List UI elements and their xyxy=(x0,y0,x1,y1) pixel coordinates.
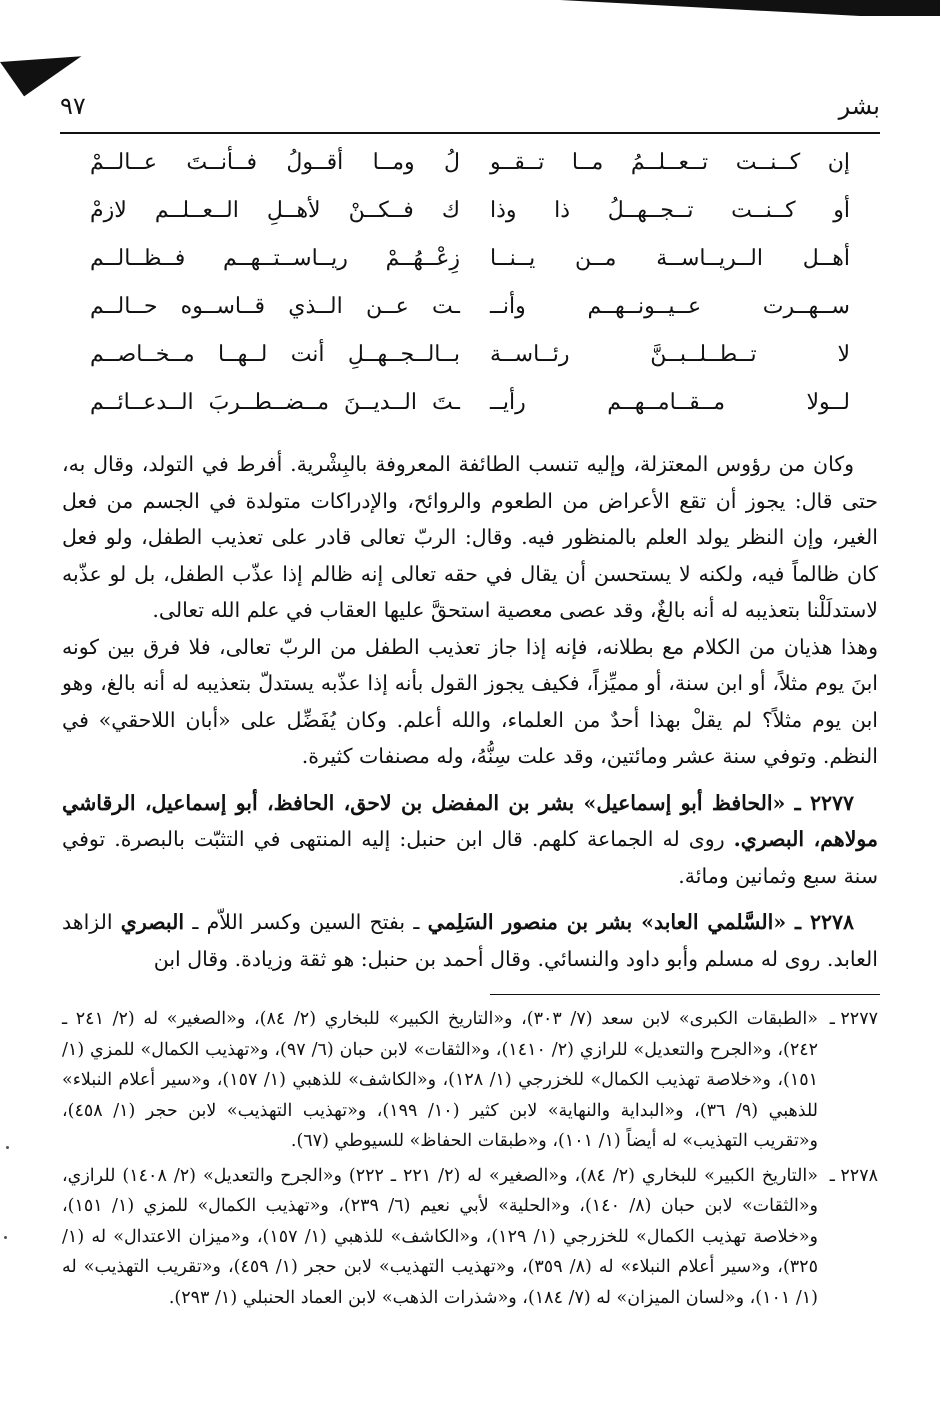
hemistich-second: ـت عــن الــذي قــاســوه حــالــم xyxy=(90,294,460,319)
body-text xyxy=(62,446,878,977)
footnote-number: ٢٢٧٨ ـ xyxy=(829,1165,878,1186)
footnote-text: «التاريخ الكبير» للبخاري (٢/ ٨٤)، و«الصغير» له (٢/ ٢٢١ ـ ٢٢٢) و«الجرح والتعديل» (٢/ ١٤٠٨) للرازي، و«الثقات» لابن حبان (٨/ ١٤٠)، و«الحلية» لأبي نعيم (٦/ ٢٣٩)، و«تهذيب الكمال» للمزي (١/ ١٥١)، و«خلاصة تهذيب الكمال» للخزرجي (١/ ١٢٩)، و«الكاشف» للذهبي (١/ ١٥٧)، و«ميزان الاعتدال» له (١/ ٣٢٥)، و«سير أعلام النبلاء» له (٨/ ٣٥٩)، و«تهذيب التهذيب» لابن حجر (١/ ٤٥٩)، و«تقريب التهذيب» له (١/ ١٠١)، و«لسان الميزان» له (٧/ ١٨٤)، و«شذرات الذهب» لابن العماد الحنبلي (١/ ٢٩٣). xyxy=(62,1165,818,1308)
hemistich-second: بــالــجــهــلِ أنت لــهــا مــخــاصــم xyxy=(90,342,460,367)
header-rule xyxy=(60,132,880,134)
hemistich-first: لا تــطــلــبــنَّ رئــاســة xyxy=(490,342,850,367)
verse xyxy=(90,198,850,246)
paragraph: وهذا هذيان من الكلام مع بطلانه، فإنه إذا جاز تعذيب الطفل من الربّ تعالى، فلا فرق بين كونه ابنَ يوم مثلاً، أو ابن سنة، أو مميِّزاً، فكيف يجوز القول بأنه إذا عذّبه يستدلّ بتعذيبه له أنه بالغ، وهو ابن يوم مثلاً؟ لم يقلْ بهذا أحدٌ من العلماء، والله أعلم. وكان يُفَضِّل على «أبان اللاحقي» في النظم. وتوفي سنة عشر ومائتين، وقد علت سِنُّهُ، وله مصنفات كثيرة. xyxy=(62,634,878,768)
scan-corner-mark xyxy=(0,22,81,97)
entry-text: الزاهد العابد. روى له مسلم وأبو داود والنسائي. وقال أحمد بن حنبل: هو ثقة وزيادة. وقال ابن xyxy=(62,910,878,971)
page-header xyxy=(60,92,880,128)
entry-heading: ٢٢٧٧ ـ «الحافظ أبو إسماعيل» بشر بن المفضل بن لاحق، الحافظ، أبو إسماعيل، الرقاشي مولاهم، البصري. xyxy=(62,790,878,851)
hemistich-second: ك فــكــنْ لأهــلِ الــعــلــم لازمْ xyxy=(90,198,460,223)
verse xyxy=(90,246,850,294)
hemistich-first: لــولا مــقــامــهــم رأيــ xyxy=(490,390,850,415)
footnote-rule xyxy=(490,994,880,995)
entry-text: روى له الجماعة كلهم. قال ابن حنبل: إليه المنتهى في التثبّت بالبصرة. توفي سنة سبع وثمانين ومائة. xyxy=(62,827,878,888)
entry-heading-nisba: البصري xyxy=(120,910,185,934)
footnote xyxy=(62,1161,878,1314)
footnotes xyxy=(62,1004,878,1317)
page-number: ٩٧ xyxy=(60,92,86,120)
footnote-number: ٢٢٧٧ ـ xyxy=(829,1009,878,1029)
verse xyxy=(90,390,850,438)
entry-text: ـ بفتح السين وكسر اللاّم ـ xyxy=(184,910,428,934)
entry-2278 xyxy=(62,904,878,977)
hemistich-first: ســهــرت عــيــونــهــم وأنــ xyxy=(490,294,850,319)
hemistich-first: أو كــنــت تــجــهــلُ ذا وذا xyxy=(490,198,850,223)
verse xyxy=(90,294,850,342)
verse xyxy=(90,150,850,198)
poem xyxy=(90,150,850,438)
hemistich-second: زِعْــهُــمْ ريــاســتــهــم فــظــالــم xyxy=(90,246,460,271)
footnote-text: «الطبقات الكبرى» لابن سعد (٧/ ٣٠٣)، و«التاريخ الكبير» للبخاري (٢/ ٨٤)، و«الصغير» له (٢/ ٢٤١ ـ ٢٤٢)، و«الجرح والتعديل» للرازي (٢/ ١٤١٠)، و«الثقات» لابن حبان (٦/ ٩٧)، و«تهذيب الكمال» للمزي (١/ ١٥١)، و«خلاصة تهذيب الكمال» للخزرجي (١/ ١٢٨)، و«الكاشف» للذهبي (١/ ١٥٧)، و«سير أعلام النبلاء» للذهبي (٩/ ٣٦)، و«البداية والنهاية» لابن كثير (١٠/ ١٩٩)، و«تهذيب التهذيب» لابن حجر (١/ ٤٥٨)، و«تقريب التهذيب» له أيضاً (١/ ١٠١)، و«طبقات الحفاظ» للسيوطي (٦٧). xyxy=(62,1009,819,1151)
paragraph: وكان من رؤوس المعتزلة، وإليه تنسب الطائفة المعروفة بالبِشْرية. أفرط في التولد، وقال به، حتى قال: يجوز أن تقع الأعراض من الطعوم والروائح، والإدراكات متولدة في الجسم من فعل الغير، وإن النظر يولد العلم بالمنظور فيه. وقال: الربّ تعالى قادر على تعذيب الطفل، ولو فعل كان ظالماً فيه، ولكنه لا يستحسن أن يقال في حقه تعالى إنه ظالم إذا عذّب الطفل، بل لو عذّبه لاستدلَلْنا بتعذيبه له أنه بالغٌ، وقد عصى معصية استحقَّ عليها العقاب في علم الله تعالى. xyxy=(62,452,878,622)
running-head: بشر xyxy=(838,92,880,120)
verse xyxy=(90,342,850,390)
entry-heading: ٢٢٧٨ ـ «السَّلمي العابد» بشر بن منصور السَلِمي xyxy=(427,910,854,934)
footnote xyxy=(62,1004,878,1157)
hemistich-second: لُ ومــا أقــولُ فــأنــتَ عــالــمْ xyxy=(90,150,460,175)
scan-speck xyxy=(4,1236,7,1239)
hemistich-second: ـتَ الــديــنَ مــضــطــربَ الــدعــائــم xyxy=(90,390,460,415)
entry-2277 xyxy=(62,785,878,895)
scan-speck xyxy=(6,1146,9,1149)
scan-edge-mark xyxy=(560,0,940,16)
hemistich-first: أهــل الــريــاســة مــن يــنــا xyxy=(490,246,850,271)
hemistich-first: إن كــنــت تــعــلــمُ مــا تــقــو xyxy=(490,150,850,175)
